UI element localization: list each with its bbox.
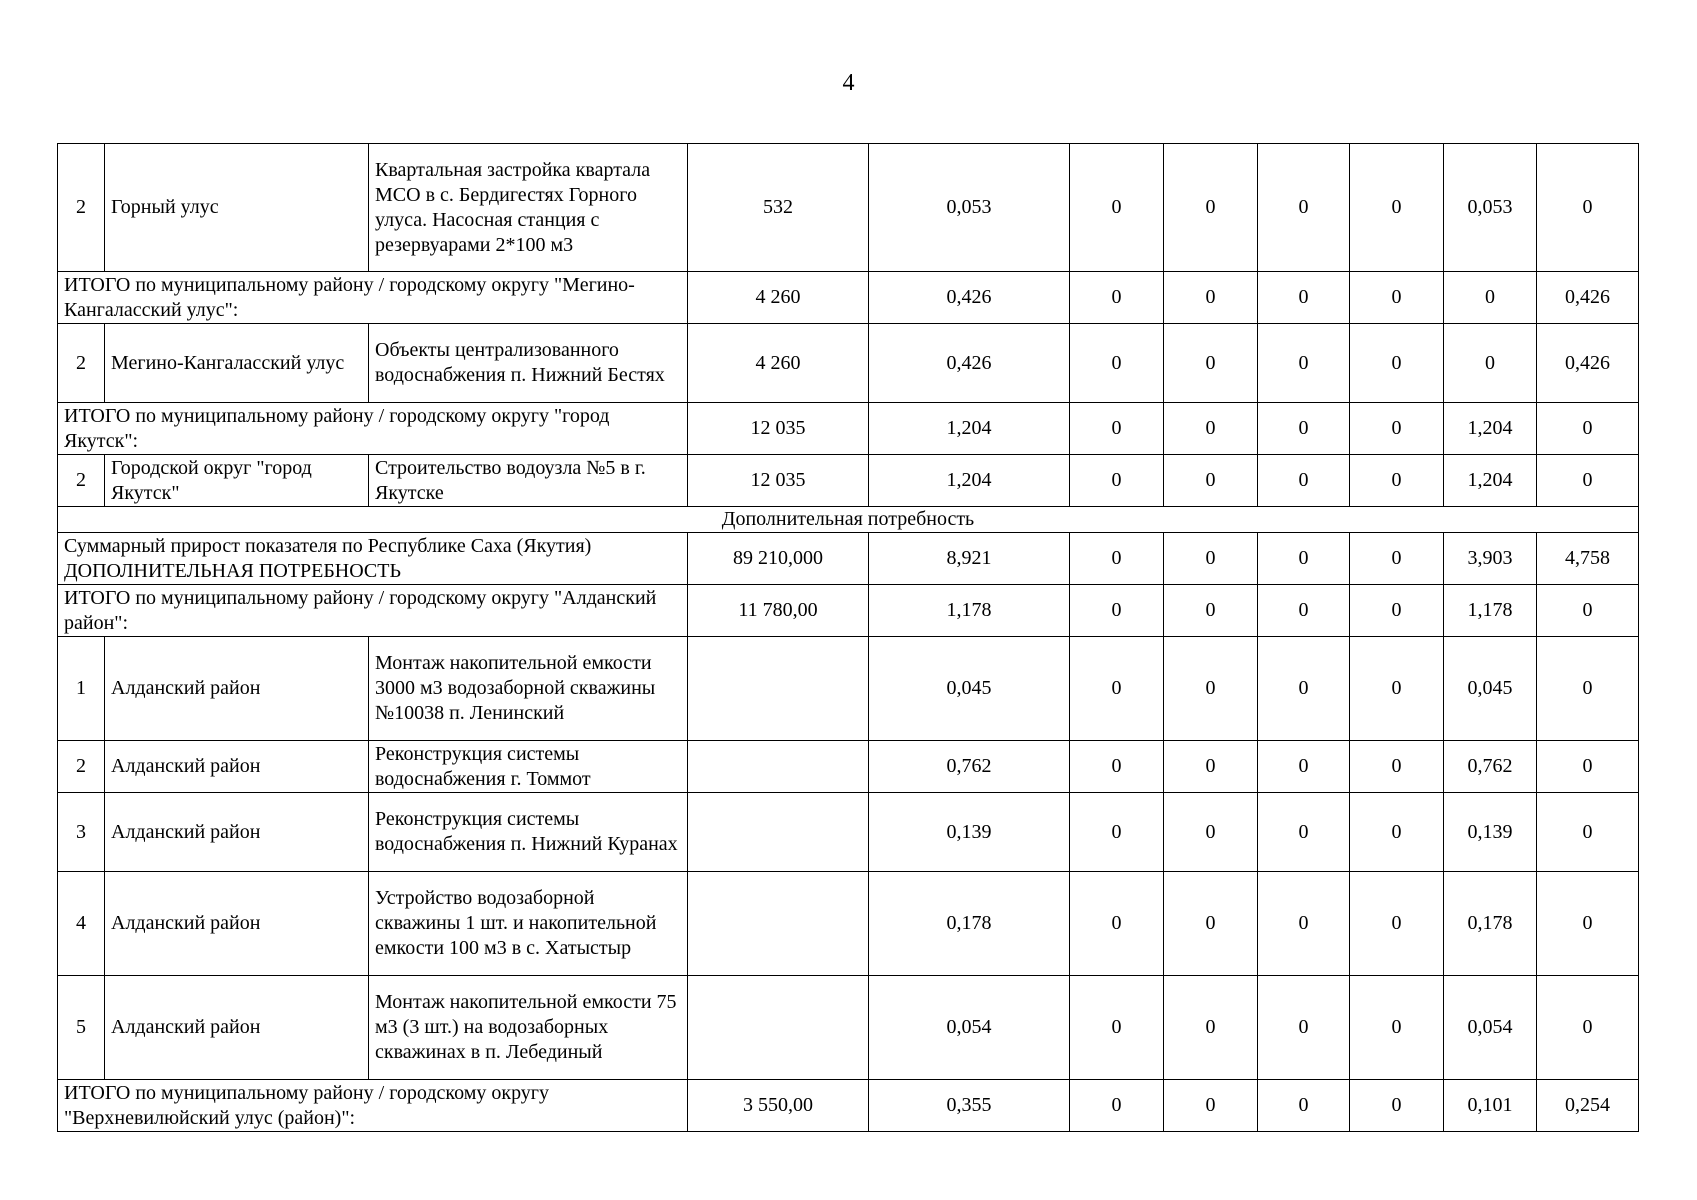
value-cell: 0,054: [1444, 976, 1537, 1080]
object-description: Реконструкция системы водоснабжения п. Нижний Куранах: [369, 793, 688, 872]
value-cell: 0: [1350, 1080, 1444, 1132]
value-cell: 0: [1444, 324, 1537, 403]
value-cell: 0: [1258, 585, 1350, 637]
table-row: [58, 637, 1639, 741]
value-cell: 0: [1070, 793, 1164, 872]
value-cell: 0,426: [869, 272, 1070, 324]
value-cell: 0: [1350, 637, 1444, 741]
value-cell: 4,758: [1537, 533, 1639, 585]
section-band-label: Дополнительная потребность: [58, 507, 1639, 533]
value-cell: 0: [1258, 741, 1350, 793]
total-row: [58, 585, 1639, 637]
value-cell: 0: [1350, 793, 1444, 872]
value-cell: 0: [1164, 976, 1258, 1080]
value-cell: 12 035: [688, 455, 869, 507]
value-cell: 12 035: [688, 403, 869, 455]
region-name: Мегино-Кангаласский улус: [105, 324, 369, 403]
value-cell: 0: [1537, 585, 1639, 637]
object-description: Объекты централизованного водоснабжения п. Нижний Бестях: [369, 324, 688, 403]
total-label: ИТОГО по муниципальному району / городскому округу "Мегино-Кангаласский улус":: [58, 272, 688, 324]
region-name: Алданский район: [105, 872, 369, 976]
section-band-row: [58, 507, 1639, 533]
total-row: [58, 272, 1639, 324]
value-cell: 0,139: [1444, 793, 1537, 872]
page-number: 4: [842, 70, 855, 96]
row-number: 3: [58, 793, 105, 872]
table-row: [58, 144, 1639, 272]
value-cell: 0: [1258, 637, 1350, 741]
value-cell: 3,903: [1444, 533, 1537, 585]
value-cell: 0,139: [869, 793, 1070, 872]
value-cell: [688, 872, 869, 976]
value-cell: 0: [1258, 403, 1350, 455]
value-cell: 0,101: [1444, 1080, 1537, 1132]
value-cell: 0: [1164, 741, 1258, 793]
value-cell: [688, 637, 869, 741]
total-label: ИТОГО по муниципальному району / городскому округу "Алданский район":: [58, 585, 688, 637]
value-cell: 0,178: [1444, 872, 1537, 976]
total-row: [58, 403, 1639, 455]
value-cell: 1,204: [869, 455, 1070, 507]
object-description: Строительство водоузла №5 в г. Якутске: [369, 455, 688, 507]
value-cell: 0: [1350, 144, 1444, 272]
value-cell: 4 260: [688, 272, 869, 324]
value-cell: 0: [1537, 976, 1639, 1080]
value-cell: [688, 976, 869, 1080]
value-cell: 0: [1070, 741, 1164, 793]
value-cell: 0: [1350, 533, 1444, 585]
value-cell: 0: [1444, 272, 1537, 324]
row-number: 2: [58, 324, 105, 403]
value-cell: 0: [1164, 872, 1258, 976]
value-cell: 0: [1164, 324, 1258, 403]
table-row: [58, 741, 1639, 793]
value-cell: 0,053: [869, 144, 1070, 272]
value-cell: 0: [1258, 324, 1350, 403]
value-cell: 0,426: [869, 324, 1070, 403]
row-number: 2: [58, 741, 105, 793]
value-cell: 0,178: [869, 872, 1070, 976]
value-cell: 0: [1537, 872, 1639, 976]
value-cell: 0: [1258, 455, 1350, 507]
region-name: Алданский район: [105, 741, 369, 793]
value-cell: 0,045: [869, 637, 1070, 741]
total-label: ИТОГО по муниципальному району / городскому округу "Верхневилюйский улус (район)":: [58, 1080, 688, 1132]
value-cell: 1,178: [869, 585, 1070, 637]
value-cell: [688, 741, 869, 793]
value-cell: 0,426: [1537, 324, 1639, 403]
value-cell: 0: [1350, 403, 1444, 455]
value-cell: 0: [1350, 272, 1444, 324]
value-cell: 0: [1070, 637, 1164, 741]
value-cell: 0: [1258, 533, 1350, 585]
value-cell: 0: [1258, 272, 1350, 324]
value-cell: 0: [1070, 144, 1164, 272]
object-description: Монтаж накопительной емкости 75 м3 (3 шт.) на водозаборных скважинах в п. Лебединый: [369, 976, 688, 1080]
value-cell: 0: [1164, 403, 1258, 455]
table-row: [58, 872, 1639, 976]
value-cell: 0: [1164, 533, 1258, 585]
region-name: Алданский район: [105, 793, 369, 872]
row-number: 4: [58, 872, 105, 976]
value-cell: 0,053: [1444, 144, 1537, 272]
value-cell: 0,355: [869, 1080, 1070, 1132]
region-name: Алданский район: [105, 637, 369, 741]
value-cell: 0,254: [1537, 1080, 1639, 1132]
water-supply-table: [57, 143, 1639, 1132]
value-cell: 0: [1350, 324, 1444, 403]
value-cell: 11 780,00: [688, 585, 869, 637]
value-cell: 0: [1070, 585, 1164, 637]
value-cell: 0: [1350, 976, 1444, 1080]
value-cell: 0: [1537, 793, 1639, 872]
object-description: Реконструкция системы водоснабжения г. Томмот: [369, 741, 688, 793]
value-cell: 0: [1258, 872, 1350, 976]
value-cell: 3 550,00: [688, 1080, 869, 1132]
value-cell: 0,762: [869, 741, 1070, 793]
value-cell: 0: [1350, 741, 1444, 793]
value-cell: 4 260: [688, 324, 869, 403]
value-cell: 532: [688, 144, 869, 272]
value-cell: 0: [1537, 637, 1639, 741]
object-description: Устройство водозаборной скважины 1 шт. и накопительной емкости 100 м3 в с. Хатыстыр: [369, 872, 688, 976]
value-cell: 1,178: [1444, 585, 1537, 637]
value-cell: 0: [1258, 1080, 1350, 1132]
table-row: [58, 455, 1639, 507]
object-description: Монтаж накопительной емкости 3000 м3 водозаборной скважины №10038 п. Ленинский: [369, 637, 688, 741]
value-cell: 0: [1164, 272, 1258, 324]
value-cell: 0: [1258, 793, 1350, 872]
object-description: Квартальная застройка квартала МСО в с. Бердигестях Горного улуса. Насосная станция с резервуарами 2*100 м3: [369, 144, 688, 272]
value-cell: 0: [1164, 144, 1258, 272]
value-cell: 0,426: [1537, 272, 1639, 324]
table-row: [58, 324, 1639, 403]
value-cell: 0,045: [1444, 637, 1537, 741]
value-cell: 0: [1164, 455, 1258, 507]
value-cell: 0: [1070, 976, 1164, 1080]
row-number: 2: [58, 455, 105, 507]
value-cell: 0: [1164, 585, 1258, 637]
value-cell: 0: [1070, 324, 1164, 403]
region-name: Алданский район: [105, 976, 369, 1080]
value-cell: 1,204: [1444, 403, 1537, 455]
value-cell: 0: [1070, 272, 1164, 324]
row-number: 1: [58, 637, 105, 741]
value-cell: [688, 793, 869, 872]
value-cell: 1,204: [1444, 455, 1537, 507]
value-cell: 8,921: [869, 533, 1070, 585]
value-cell: 0: [1537, 741, 1639, 793]
value-cell: 0: [1537, 144, 1639, 272]
row-number: 5: [58, 976, 105, 1080]
value-cell: 89 210,000: [688, 533, 869, 585]
value-cell: 0,762: [1444, 741, 1537, 793]
value-cell: 0: [1164, 793, 1258, 872]
value-cell: 0: [1350, 872, 1444, 976]
value-cell: 0: [1537, 455, 1639, 507]
table-row: [58, 793, 1639, 872]
value-cell: 0: [1164, 637, 1258, 741]
value-cell: 0: [1350, 585, 1444, 637]
value-cell: 0: [1070, 403, 1164, 455]
value-cell: 0: [1258, 976, 1350, 1080]
row-number: 2: [58, 144, 105, 272]
total-label: ИТОГО по муниципальному району / городскому округу "город Якутск":: [58, 403, 688, 455]
value-cell: 0: [1350, 455, 1444, 507]
region-name: Горный улус: [105, 144, 369, 272]
total-row: [58, 1080, 1639, 1132]
value-cell: 0: [1070, 455, 1164, 507]
value-cell: 0: [1070, 1080, 1164, 1132]
value-cell: 0: [1070, 533, 1164, 585]
value-cell: 0,054: [869, 976, 1070, 1080]
region-name: Городской округ "город Якутск": [105, 455, 369, 507]
value-cell: 0: [1164, 1080, 1258, 1132]
value-cell: 0: [1258, 144, 1350, 272]
total-row: [58, 533, 1639, 585]
table-row: [58, 976, 1639, 1080]
value-cell: 0: [1070, 872, 1164, 976]
total-label: Суммарный прирост показателя по Республике Саха (Якутия) ДОПОЛНИТЕЛЬНАЯ ПОТРЕБНОСТЬ: [58, 533, 688, 585]
value-cell: 0: [1537, 403, 1639, 455]
value-cell: 1,204: [869, 403, 1070, 455]
